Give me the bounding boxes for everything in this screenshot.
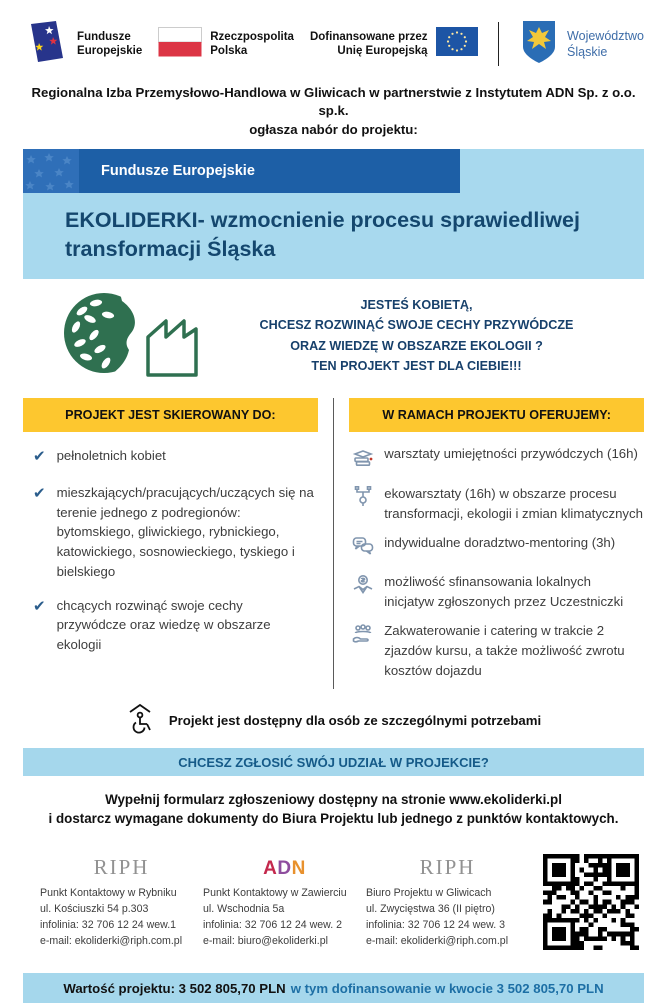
eu-logo-label: Dofinansowane przez Unię Europejską	[309, 30, 428, 57]
intro-line2: CHCESZ ROZWINĄĆ SWOJE CECHY PRZYWÓDCZE	[259, 318, 574, 333]
target-list	[23, 432, 318, 655]
eu-flag-icon	[436, 27, 478, 61]
project-value: Wartość projektu: 3 502 805,70 PLN	[63, 980, 286, 996]
apply-line2: i dostarcz wymagane dokumenty do Biura Projektu lub jednego z punktów kontaktowych.	[48, 811, 619, 827]
contact-title: Punkt Kontaktowy w Zawierciu	[203, 887, 347, 900]
accommodation-icon	[351, 621, 375, 652]
contact-phone: infolinia: 32 706 12 24 wew. 3	[366, 919, 505, 932]
check-icon: ✔	[33, 597, 46, 615]
target-header: PROJEKT JEST SKIEROWANY DO:	[23, 398, 318, 432]
contact-phone: infolinia: 32 706 12 24 wew. 2	[203, 919, 342, 932]
offer-item-text: ekowarsztaty (16h) w obszarze procesu transformacji, ekologii i zmian klimatycznych	[384, 486, 643, 521]
announcement-line1: Regionalna Izba Przemysłowo-Handlowa w Gliwicach w partnerstwie z Instytutem ADN Sp. z o.o. sp.k.	[31, 85, 636, 119]
cta-text: CHCESZ ZGŁOSIĆ SWÓJ UDZIAŁ W PROJEKCIE?	[178, 754, 489, 770]
offer-item-text: możliwość sfinansowania lokalnych inicjatyw zgłoszonych przez Uczestniczki	[384, 574, 624, 610]
ekoliderki-logo-icon	[62, 289, 200, 382]
list-item	[351, 533, 644, 564]
logo-strip	[0, 0, 667, 80]
rzeczpospolita-polska-logo	[158, 27, 294, 62]
target-item-text: pełnoletnich kobiet	[56, 448, 166, 464]
offer-column	[349, 398, 644, 689]
target-column	[23, 398, 318, 689]
contact-phone: infolinia: 32 706 12 24 wew.1	[40, 919, 177, 932]
contact-details	[203, 886, 366, 950]
header-divider	[498, 22, 500, 66]
intro-line3: ORAZ WIEDZĘ W OBSZARZE EKOLOGII ?	[290, 338, 543, 353]
list-item	[33, 483, 316, 582]
slaskie-logo-label: Województwo Śląskie	[567, 28, 644, 59]
contact-title: Biuro Projektu w Gliwicach	[366, 887, 492, 900]
riph-logo: RIPH	[93, 855, 150, 880]
list-item	[351, 572, 644, 612]
contact-address: ul. Zwycięstwa 36 (II piętro)	[366, 903, 495, 916]
apply-instructions	[0, 776, 667, 834]
column-divider	[333, 398, 335, 689]
program-label: Fundusze Europejskie	[101, 163, 255, 180]
contact-address: ul. Wschodnia 5a	[203, 903, 285, 916]
eu-stars-pattern	[23, 149, 79, 193]
workshop-icon	[351, 444, 375, 475]
offer-header: W RAMACH PROJEKTU OFERUJEMY:	[349, 398, 644, 432]
fe-flag-icon	[23, 19, 69, 70]
pl-logo-label: Rzeczpospolita Polska	[210, 30, 294, 57]
qr-code	[543, 850, 639, 955]
intro-callout	[200, 295, 641, 377]
riph-logo: RIPH	[419, 855, 476, 880]
accessibility-note	[0, 703, 667, 738]
project-banner	[23, 149, 644, 279]
offer-item-text: warsztaty umiejętności przywódczych (16h)	[384, 446, 638, 462]
program-bar	[23, 149, 460, 193]
funding-icon	[351, 572, 375, 603]
intro-section	[0, 279, 667, 386]
list-item	[351, 484, 644, 524]
offer-list	[349, 432, 644, 680]
project-title: EKOLIDERKI- wzmocnienie procesu sprawiedliwej transformacji Śląska	[65, 208, 580, 261]
eco-workshops-icon	[351, 484, 375, 515]
details-section	[23, 398, 644, 689]
contact-email: e-mail: ekoliderki@riph.com.pl	[40, 935, 183, 948]
cofinancing-value: w tym dofinansowanie w kwocie 3 502 805,70 PLN	[290, 980, 604, 996]
poland-flag-icon	[158, 27, 202, 62]
list-item	[33, 596, 316, 655]
apply-line1: Wypełnij formularz zgłoszeniowy dostępny na stronie www.ekoliderki.pl	[105, 792, 562, 808]
cta-bar	[23, 748, 644, 776]
list-item	[351, 444, 644, 475]
adn-logo: A D N	[263, 858, 306, 880]
announcement-line2: ogłasza nabór do projektu:	[249, 121, 418, 137]
mentoring-icon	[351, 533, 375, 564]
eu-cofunded-logo	[310, 27, 478, 61]
intro-line1: JESTEŚ KOBIETĄ,	[360, 297, 473, 312]
wojewodztwo-slaskie-logo	[519, 19, 644, 70]
list-item	[351, 621, 644, 680]
offer-item-text: indywidualne doradztwo-mentoring (3h)	[384, 534, 616, 550]
contact-title: Punkt Kontaktowy w Rybniku	[40, 887, 177, 900]
accessibility-text: Projekt jest dostępny dla osób ze szczególnymi potrzebami	[168, 713, 542, 729]
check-icon: ✔	[33, 448, 46, 466]
slaskie-crest-icon	[519, 19, 559, 70]
check-icon: ✔	[33, 484, 46, 502]
target-item-text: mieszkających/pracujących/uczących się na terenie jednego z podregionów: bytomskiego, gliwickiego, rybnickiego, katowickiego, sosnowieckiego, tyskiego i bielskiego	[56, 484, 314, 579]
announcement-text	[0, 80, 667, 139]
contact-address: ul. Kościuszki 54 p.303	[40, 903, 149, 916]
list-item	[33, 446, 316, 469]
contact-card-rybnik	[40, 850, 203, 950]
contact-details	[40, 886, 203, 950]
contact-card-zawiercie	[203, 850, 366, 950]
contacts-section	[40, 850, 639, 955]
fe-logo-label: Fundusze Europejskie	[77, 30, 143, 57]
contact-card-gliwice	[366, 850, 529, 950]
offer-item-text: Zakwaterowanie i catering w trakcie 2 zjazdów kursu, a także możliwość zwrotu kosztów dojazdu	[384, 622, 625, 678]
fundusze-europejskie-logo	[23, 19, 142, 70]
target-item-text: chcących rozwinąć swoje cechy przywódcze oraz wiedzę w obszarze ekologii	[56, 597, 271, 653]
contact-email: e-mail: biuro@ekoliderki.pl	[203, 935, 328, 948]
footer-value-bar	[23, 973, 644, 1003]
contact-details	[366, 886, 529, 950]
accessibility-icon	[126, 703, 156, 738]
contact-email: e-mail: ekoliderki@riph.com.pl	[366, 935, 509, 948]
intro-line4: TEN PROJEKT JEST DLA CIEBIE!!!	[311, 359, 522, 374]
